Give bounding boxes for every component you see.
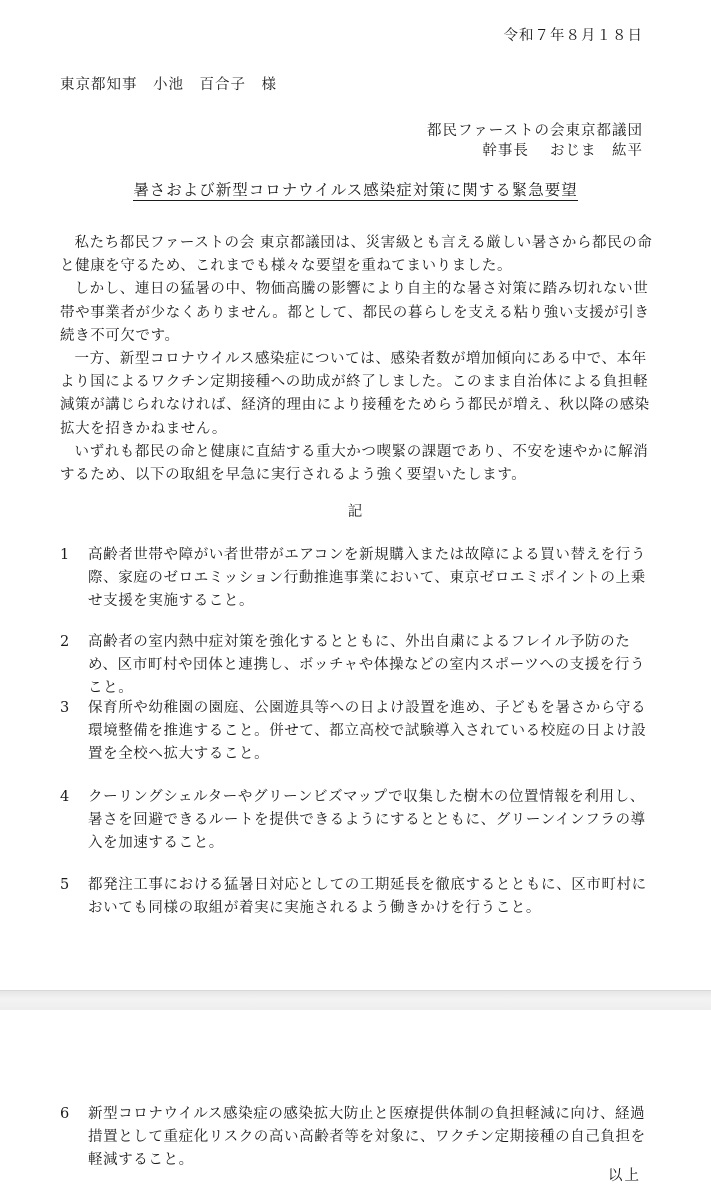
body-paragraph: 私たち都民ファーストの会 東京都議団は、災害級とも言える厳しい暑さから都民の命と健康を守るため、これまでも様々な要望を重ねてまいりました。 <box>60 235 653 275</box>
request-item <box>60 544 654 614</box>
request-item <box>60 697 654 767</box>
request-item <box>60 786 654 856</box>
item-text: 新型コロナウイルス感染症の感染拡大防止と医療提供体制の負担軽減に向け、経過措置として重症化リスクの高い高齢者等を対象に、ワクチン定期接種の自己負担を軽減すること。 <box>88 1106 646 1169</box>
item-number: 1 <box>60 547 70 563</box>
request-item <box>60 874 654 920</box>
item-number: 4 <box>60 789 70 805</box>
item-text: 都発注工事における猛暑日対応としての工期延長を徹底するとともに、区市町村においても同様の取組が着実に実施されるよう働きかけを行うこと。 <box>88 877 647 917</box>
document-title-text: 暑さおよび新型コロナウイルス感染症対策に関する緊急要望 <box>133 181 578 199</box>
body-paragraph: 一方、新型コロナウイルス感染症については、感染者数が増加傾向にある中で、本年より国によるワクチン定期接種への助成が終了しました。このまま自治体による負担軽減策が講じられなければ、経済的理由により接種をためらう都民が増え、秋以降の感染拡大を招きかねません。 <box>60 351 650 437</box>
item-text: 高齢者の室内熱中症対策を強化するとともに、外出自粛によるフレイル予防のため、区市町村や団体と連携し、ボッチャや体操などの室内スポーツへの支援を行うこと。 <box>88 634 646 697</box>
page-separator <box>0 990 711 1012</box>
request-item <box>60 631 654 701</box>
sender-organization: 都民ファーストの会東京都議団 <box>427 123 643 139</box>
document-date: 令和７年８月１８日 <box>503 28 643 44</box>
item-number: 6 <box>60 1106 70 1122</box>
item-text: クーリングシェルターやグリーンビズマップで収集した樹木の位置情報を利用し、暑さを回避できるルートを提供できるようにするとともに、グリーンインフラの導入を加速すること。 <box>88 789 646 852</box>
item-number: 2 <box>60 634 70 650</box>
addressee: 東京都知事 小池 百合子 様 <box>60 77 277 93</box>
item-number: 5 <box>60 877 70 893</box>
item-text: 保育所や幼稚園の園庭、公園遊具等への日よけ設置を進め、子どもを暑さから守る環境整備を推進すること。併せて、都立高校で試験導入されている校庭の日よけ設置を全校へ拡大すること。 <box>88 700 647 763</box>
document-title <box>0 178 711 200</box>
body-paragraph: いずれも都民の命と健康に直結する重大かつ喫緊の課題であり、不安を速やかに解消するため、以下の取組を早急に実行されるよう強く要望いたします。 <box>60 443 649 484</box>
body-text <box>60 232 654 487</box>
body-paragraph: しかし、連日の猛暑の中、物価高騰の影響により自主的な暑さ対策に踏み切れない世帯や事業者が少なくありません。都として、都民の暮らしを支える粘り強い支援が引き続き不可欠です。 <box>60 281 650 344</box>
ki-heading: 記 <box>347 504 364 520</box>
item-text: 高齢者世帯や障がい者世帯がエアコンを新規購入または故障による買い替えを行う際、家庭のゼロエミッション行動推進事業において、東京ゼロエミポイントの上乗せ支援を実施すること。 <box>88 547 646 610</box>
request-item <box>60 1103 654 1173</box>
item-number: 3 <box>60 700 70 716</box>
closing-ijo: 以上 <box>608 1168 641 1184</box>
sender-name: 幹事長 おじま 紘平 <box>482 143 643 159</box>
